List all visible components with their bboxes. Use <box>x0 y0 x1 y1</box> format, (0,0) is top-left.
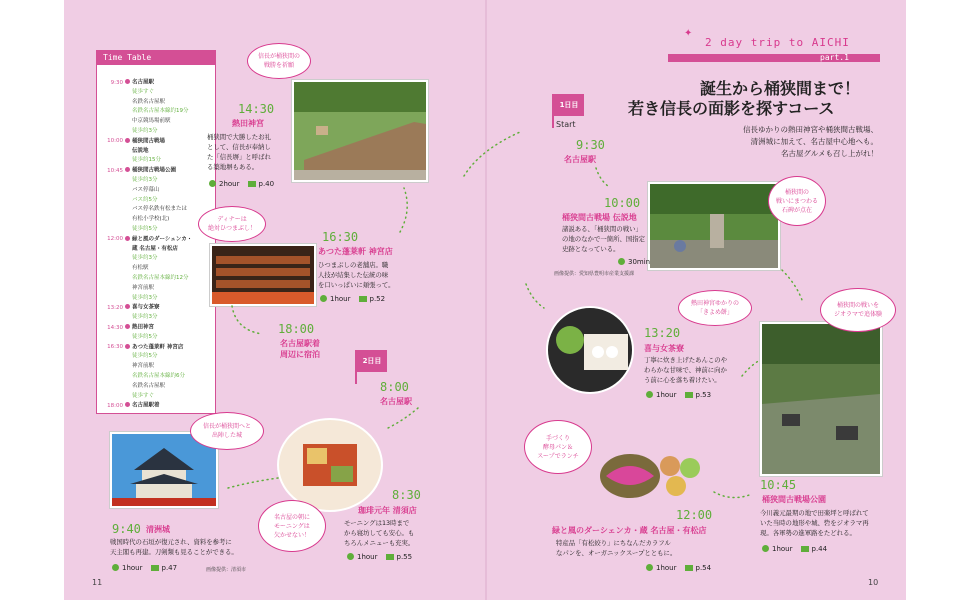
body-line: いた当時の地形や城、砦をジオラマ再 <box>760 519 869 527</box>
lead-line: 信長ゆかりの熱田神宮や桶狭間古戦場、 <box>743 125 878 134</box>
duration: 1hour <box>656 564 677 572</box>
timetable-text: 徒歩約3分 <box>132 294 158 301</box>
kiyosu-name: 清洲城 <box>146 525 170 534</box>
timetable-text: バス停名鉄有松または <box>132 206 188 213</box>
arrival-note: 周辺に宿泊 <box>280 350 320 359</box>
body-line: として、信長が奉納し <box>207 143 271 151</box>
start-name: 名古屋駅 <box>564 155 596 164</box>
cafe-time: 8:30 <box>392 488 421 502</box>
timetable-text: 徒歩約15分 <box>132 157 161 164</box>
timetable-text: 徒歩約3分 <box>132 128 158 134</box>
page-number-right: 10 <box>868 578 879 587</box>
page-ref: p.47 <box>161 564 178 572</box>
page-ref: p.52 <box>369 295 386 303</box>
timetable-text: 有松駅 <box>132 265 149 272</box>
timetable-text: 神宮前駅 <box>132 284 155 291</box>
bubble-line: スープでランチ <box>537 452 579 460</box>
timetable-text: 神宮前駅 <box>132 363 155 370</box>
day2-flag: 2日目 <box>357 350 387 372</box>
timetable-time: 18:00 <box>107 402 123 409</box>
duration: 1hour <box>656 391 677 399</box>
duration: 1hour <box>357 553 378 561</box>
body-line: モーニングは13時まで <box>344 519 410 527</box>
timetable-text: 伝説地 <box>132 147 149 154</box>
bubble-line: 桶狭間の <box>784 188 809 196</box>
page-ref: p.44 <box>811 545 828 553</box>
body-line: 現。各軍勢の進軍路をたどれる。 <box>760 529 856 537</box>
timetable-text: バス停幕山 <box>132 186 160 193</box>
timetable-text: 名古屋駅着 <box>132 402 160 409</box>
bubble-line: 戦勝を祈願 <box>263 62 294 69</box>
timetable-time: 10:45 <box>107 167 123 174</box>
timetable-time: 14:30 <box>107 324 123 331</box>
body-line: 桶狭間で大勝したお礼 <box>207 133 271 141</box>
timetable-text: 徒歩すぐ <box>132 88 155 95</box>
timetable-text: 喜与女茶寮 <box>132 304 160 311</box>
body-line: の地のなかで一箇所、国指定 <box>562 235 646 243</box>
bubble-line: 「きよめ餅」 <box>696 309 733 316</box>
timetable-text: 徒歩約3分 <box>132 255 158 262</box>
headline-line2: 若き信長の面影を探すコース <box>628 99 835 118</box>
body-line: わらかな甘味で、神前に向か <box>644 366 727 374</box>
timetable-text: 桶狭間古戦場 <box>132 138 166 145</box>
timetable-text: 名鉄名古屋本線約19分 <box>132 108 189 115</box>
timetable-title: Time Table <box>97 51 215 65</box>
atsuta-time: 14:30 <box>238 102 275 116</box>
bubble-line: 熱田神宮ゆかりの <box>690 300 739 307</box>
timetable-text: 名古屋駅 <box>132 79 155 86</box>
body-line: 史跡となっている。 <box>562 245 620 253</box>
header-butterfly-icon: ✦ <box>684 28 693 39</box>
bubble-line: 手づくり <box>545 434 570 442</box>
header-title: 2 day trip to AICHI <box>705 36 850 49</box>
bubble-line: 出陣した城 <box>211 432 242 439</box>
timetable-text: あつた蓬莱軒 神宮店 <box>132 344 184 351</box>
header-part: part.1 <box>820 53 849 62</box>
page-ref: p.53 <box>695 391 712 399</box>
bubble-line: 石碑が点在 <box>781 206 812 214</box>
bubble-line: 信長が桶狭間の <box>257 53 300 60</box>
cafe-name: 珈琲元年 清須店 <box>358 506 417 515</box>
legend-site-name: 桶狭間古戦場 伝説地 <box>562 213 637 222</box>
bubble-line: ジオラマで追体験 <box>833 311 882 318</box>
bubble-line: 桶狭間の戦いを <box>836 302 879 309</box>
body-line: ひつまぶしの老舗店。職 <box>318 261 389 269</box>
timetable-text: 名鉄名古屋駅 <box>132 382 166 389</box>
body-line: 戦国時代の石垣が復元され、資料を参考に <box>110 538 232 546</box>
timetable-text: 徒歩約3分 <box>132 314 158 321</box>
kiyome-name: 喜与女茶寮 <box>644 344 684 353</box>
timetable-text: 名鉄名古屋駅 <box>132 98 166 105</box>
timetable-time: 9:30 <box>110 79 123 86</box>
bubble-line: 信長が桶狭間へと <box>202 423 251 430</box>
body-line: 諸説ある、「桶狭間の戦い」 <box>562 225 642 233</box>
park-time: 10:45 <box>760 478 797 492</box>
day1-flag: 1日目 <box>554 94 584 116</box>
bubble-line: 欠かせない！ <box>273 531 310 539</box>
headline-line1: 誕生から桶狭間まで！ <box>700 79 861 98</box>
body-line: から寝坊しても安心。も <box>344 529 415 537</box>
horaiken-name: あつた蓬莱軒 神宮店 <box>318 247 393 256</box>
page-ref: p.55 <box>396 553 413 561</box>
bubble-line: 酵母パン＆ <box>542 443 573 451</box>
duration: 2hour <box>219 180 240 188</box>
body-line: う前に心を落ち着けたい。 <box>644 376 721 384</box>
timetable-text: 徒歩すぐ <box>132 392 155 399</box>
body-line: なパンを、オーガニックスープとともに。 <box>556 549 677 557</box>
bubble-line: モーニングは <box>274 522 310 530</box>
start-time: 9:30 <box>576 138 605 152</box>
timetable-text: 徒歩約5分 <box>132 333 158 340</box>
timetable-text: 中京競馬場前駅 <box>132 118 171 125</box>
body-line: を口いっぱいに頬張って。 <box>318 281 395 289</box>
kiyosu-credit: 画像提供：清須市 <box>206 567 247 573</box>
arrival-time: 18:00 <box>278 322 315 336</box>
day2-name: 名古屋駅 <box>380 397 412 406</box>
timetable-text: 蔵 名古屋・有松店 <box>132 245 178 252</box>
timetable-text: 有松小学校(北) <box>132 216 170 223</box>
page-number-left: 11 <box>92 578 103 587</box>
timetable-time: 13:20 <box>107 304 123 311</box>
bakery-name: 緑と風のダーシェンカ・蔵 名古屋・有松店 <box>552 526 707 535</box>
legend-site-credit: 画像提供：愛知県豊明市産業支援課 <box>554 271 635 277</box>
timetable-text: 徒歩約5分 <box>132 226 158 232</box>
bubble-line: 戦いにまつわる <box>775 197 818 205</box>
park-name: 桶狭間古戦場公園 <box>762 495 826 504</box>
kiyome-time: 13:20 <box>644 326 681 340</box>
start-label: Start <box>556 120 576 129</box>
bakery-time: 12:00 <box>676 508 713 522</box>
timetable-text: バス約5分 <box>132 196 158 203</box>
body-line: 特産品「有松絞り」にちなんだカラフル <box>556 539 671 547</box>
body-line: 丁寧に炊き上げたあんこのや <box>644 356 728 364</box>
timetable-text: 桶狭間古戦場公園 <box>132 167 177 174</box>
bubble-line: ディナーは <box>217 216 247 223</box>
timetable-text: 熱田神宮 <box>132 324 155 331</box>
legend-site-time: 10:00 <box>604 196 641 210</box>
atsuta-name: 熱田神宮 <box>232 119 264 128</box>
body-line: る築地塀もある。 <box>207 163 259 171</box>
duration: 1hour <box>772 545 793 553</box>
bubble-line: 絶対ひつまぶし！ <box>207 225 256 232</box>
timetable-time: 16:30 <box>107 344 123 351</box>
horaiken-time: 16:30 <box>322 230 359 244</box>
arrival-name: 名古屋駅着 <box>280 339 320 348</box>
body-line: 天主閣も再建。刀剣類も見ることができる。 <box>110 548 238 556</box>
duration: 1hour <box>330 295 351 303</box>
timetable-text: 徒歩約5分 <box>132 353 158 360</box>
page-ref: p.40 <box>258 180 275 188</box>
timetable-text: 名鉄名古屋本線約6分 <box>132 373 185 379</box>
timetable-time: 10:00 <box>107 138 123 145</box>
kiyosu-time: 9:40 <box>112 522 141 536</box>
page-ref: p.54 <box>695 564 712 572</box>
timetable-text: 名鉄名古屋本線約12分 <box>132 275 189 281</box>
body-line: 人技が結集した伝統の味 <box>318 271 389 279</box>
body-line: ちろんメニューも充実。 <box>344 539 415 547</box>
body-line: た「信長塀」と呼ばれ <box>207 153 271 161</box>
body-line: 今川義元最期の地で田楽坪と呼ばれて <box>760 509 869 517</box>
lead-line: 名古屋グルメも召し上がれ！ <box>780 149 878 158</box>
duration: 30min <box>628 258 651 266</box>
timetable-time: 12:00 <box>107 236 123 243</box>
day2-time: 8:00 <box>380 380 409 394</box>
timetable-text: 緑と風のダーシェンカ・ <box>132 236 193 243</box>
bubble-line: 名古屋の朝に <box>273 513 310 521</box>
lead-line: 清洲城に加えて、名古屋中心地へも。 <box>750 137 878 146</box>
duration: 1hour <box>122 564 143 572</box>
timetable-text: 徒歩約3分 <box>132 177 158 183</box>
